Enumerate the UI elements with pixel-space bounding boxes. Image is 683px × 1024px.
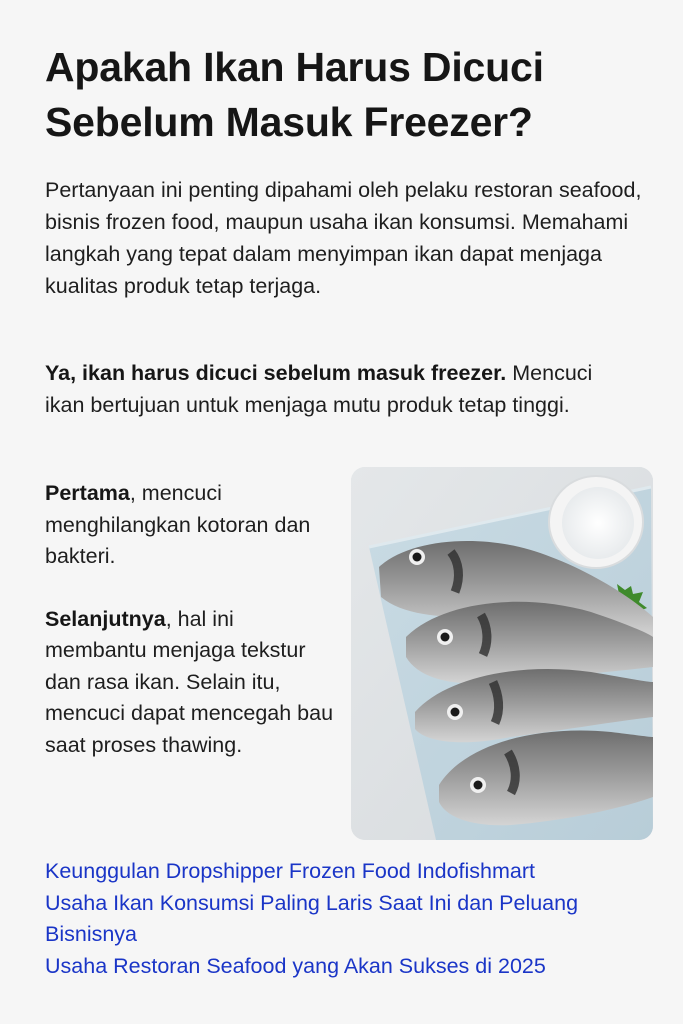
related-links: [45, 856, 655, 982]
fish-photo: [351, 467, 653, 840]
point-paragraph-first: [45, 478, 340, 573]
point-text: , hal ini membantu menjaga tekstur dan rasa ikan. Selain itu, mencuci dapat mencegah bau saat proses thawing.: [45, 606, 334, 757]
point-paragraph-next: [45, 604, 340, 762]
points-column: [45, 478, 340, 761]
point-bold: Selanjutnya: [45, 606, 166, 631]
fish-illustration: [351, 467, 653, 840]
page-title: Apakah Ikan Harus Dicuci Sebelum Masuk Freezer?: [45, 44, 544, 145]
related-link-restoran[interactable]: Usaha Restoran Seafood yang Akan Sukses di 2025: [45, 953, 546, 978]
salt-bowl: [549, 476, 643, 568]
intro-paragraph: Pertanyaan ini penting dipahami oleh pelaku restoran seafood, bisnis frozen food, maupun usaha ikan konsumsi. Memahami langkah yang tepat dalam menyimpan ikan dapat menjaga kualitas produk tetap terjaga.: [45, 178, 642, 298]
answer-paragraph: [45, 357, 605, 421]
answer-text: Mencuci ikan bertujuan untuk menjaga mutu produk tetap tinggi.: [45, 361, 593, 417]
related-link-dropshipper[interactable]: Keunggulan Dropshipper Frozen Food Indofishmart: [45, 859, 536, 883]
point-bold: Pertama: [45, 481, 130, 505]
related-link-usaha-ikan[interactable]: Usaha Ikan Konsumsi Paling Laris Saat Ini dan Peluang Bisnisnya: [45, 890, 579, 946]
answer-bold: Ya, ikan harus dicuci sebelum masuk freezer.: [45, 361, 507, 385]
point-text: , mencuci menghilangkan kotoran dan bakteri.: [45, 481, 311, 568]
